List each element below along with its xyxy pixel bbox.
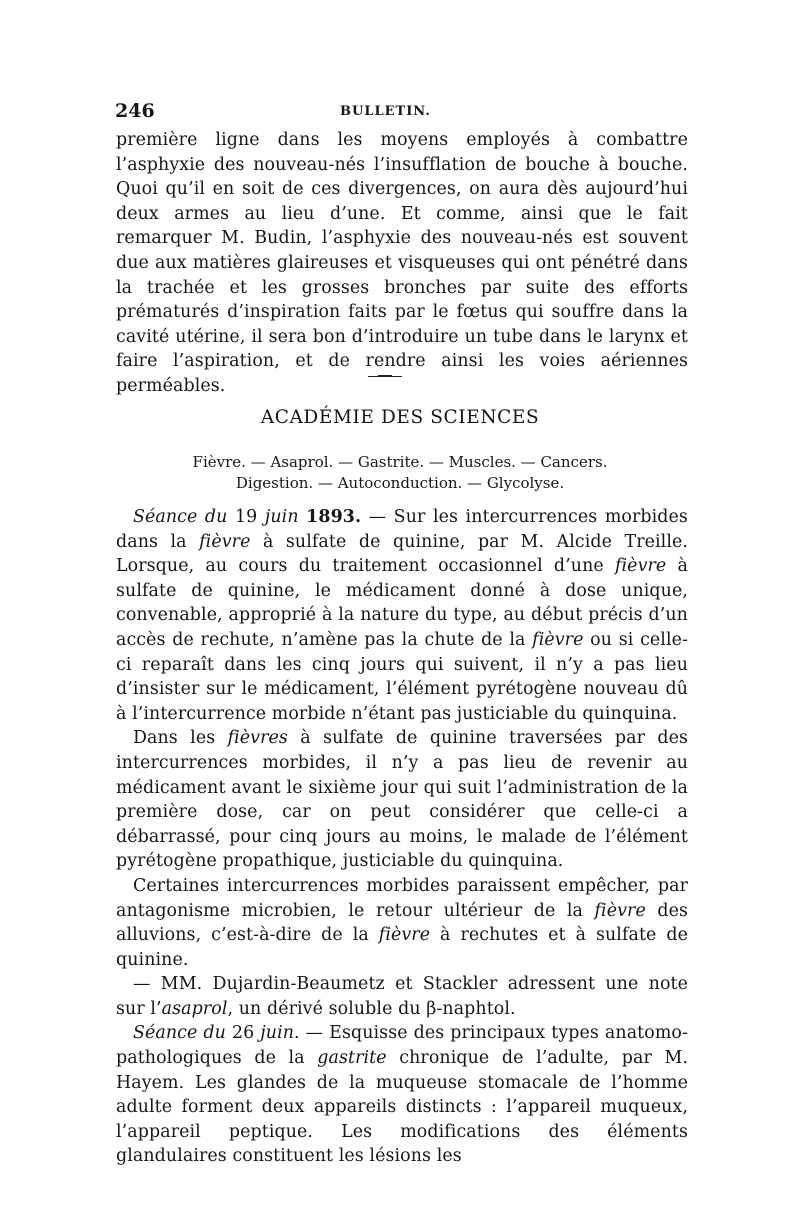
paragraph-text: Dans les <box>133 728 228 749</box>
page-number: 246 <box>115 100 155 122</box>
term-gastrite: gastrite <box>317 1048 387 1069</box>
paragraph-text: des alluvions, c’est-à-dire de la <box>116 900 688 946</box>
section-summary-line-1: Fièvre. — Asaprol. — Gastrite. — Muscles. — Cancers. <box>192 453 608 471</box>
term-fievre: fièvre <box>594 900 646 921</box>
paragraph-asaprol <box>116 972 688 1021</box>
seance-label: Séance du <box>133 507 228 527</box>
seance-month: juin. <box>260 1023 300 1044</box>
seance-day: 26 <box>231 1023 255 1044</box>
paragraph-fievres <box>116 726 688 874</box>
paragraph-text: chronique de l’adulte, par M. Hayem. Les glandes de la muqueuse stomacale de l’homme adulte forment deux appareils distincts : l’appareil muqueux, l’appareil peptique. Les modifications des éléments glandulaires constituent les lésions les <box>116 1048 689 1167</box>
running-title: BULLETIN. <box>340 104 431 119</box>
section-summary-line-2: Digestion. — Autoconduction. — Glycolyse. <box>235 474 565 492</box>
paragraph-seance-26-juin <box>116 1021 688 1169</box>
paragraph-text: Certaines intercurrences morbides paraissent empêcher, par antagonisme microbien, le retour ultérieur de la <box>116 875 688 921</box>
article-body <box>116 505 688 1169</box>
seance-day: 19 <box>235 507 258 527</box>
paragraph-seance-19-juin <box>116 505 688 726</box>
paragraph-text: — Esquisse des principaux types anatomo-pathologiques de la <box>116 1023 688 1069</box>
term-asaprol: asaprol <box>161 998 228 1019</box>
term-fievre: fièvre <box>532 629 584 650</box>
term-fievre: fièvre <box>378 925 431 946</box>
paragraph-text: — Sur les intercurrences morbides dans la <box>116 507 688 552</box>
intro-paragraph <box>116 128 688 399</box>
seance-month: juin <box>264 507 299 527</box>
paragraph-text: à sulfate de quinine traversées par des intercurrences morbides, il n’y a pas lieu de revenir au médicament avant le sixième jour qui suit l’administration de la première dose, car on peut considérer que celle-ci a débarrassé, pour cinq jours au moins, le malade de l’élément pyrétogène propathique, justiciable du quinquina. <box>116 728 689 872</box>
section-divider <box>368 376 402 377</box>
seance-year: 1893. <box>306 507 362 527</box>
paragraph-text: à sulfate de quinine, par M. Alcide Treille. Lorsque, au cours du traitement occasionnel d’une <box>116 531 689 577</box>
term-fievres: fièvres <box>227 728 288 749</box>
intro-paragraph-text: première ligne dans les moyens employés à combattre l’asphyxie des nouveau-nés l’insufflation de bouche à bouche. Quoi qu’il en soit de ces divergences, on aura dès aujourd’hui deux armes au lieu d’une. Et comme, ainsi que le fait remarquer M. Budin, l’asphyxie des nouveau-nés est souvent due aux matières glaireuses et visqueuses qui ont pénétré dans la trachée et les grosses bronches par suite des efforts prématurés d’inspiration faits par le fœtus qui souffre dans la cavité utérine, il sera bon d’introduire un tube dans le larynx et faire l’aspiration, et de rendre ainsi les voies aériennes perméables. <box>116 130 688 396</box>
paragraph-text: — MM. Dujardin-Beaumetz et Stackler adressent une note sur l’ <box>116 974 688 1019</box>
paragraph-text: à rechutes et à sulfate de quinine. <box>116 925 689 970</box>
seance-label: Séance du <box>133 1023 226 1044</box>
paragraph-intercurrences <box>116 874 688 972</box>
term-fievre: fièvre <box>614 556 667 577</box>
paragraph-text: , un dérivé soluble du β-naphtol. <box>227 998 516 1019</box>
term-fievre: fièvre <box>199 531 251 552</box>
paragraph-text: à sulfate de quinine, le médicament donné à dose unique, convenable, approprié à la nature du type, au début précis d’un accès de rechute, n’amène pas la chute de la <box>116 556 688 650</box>
paragraph-text: ou si celle-ci reparaît dans les cinq jours qui suivent, il n’y a pas lieu d’insister sur le médicament, l’élément pyrétogène nouveau dû à l’intercurrence morbide n’étant pas justiciable du quinquina. <box>116 629 688 724</box>
section-title: ACADÉMIE DES SCIENCES <box>260 407 540 428</box>
